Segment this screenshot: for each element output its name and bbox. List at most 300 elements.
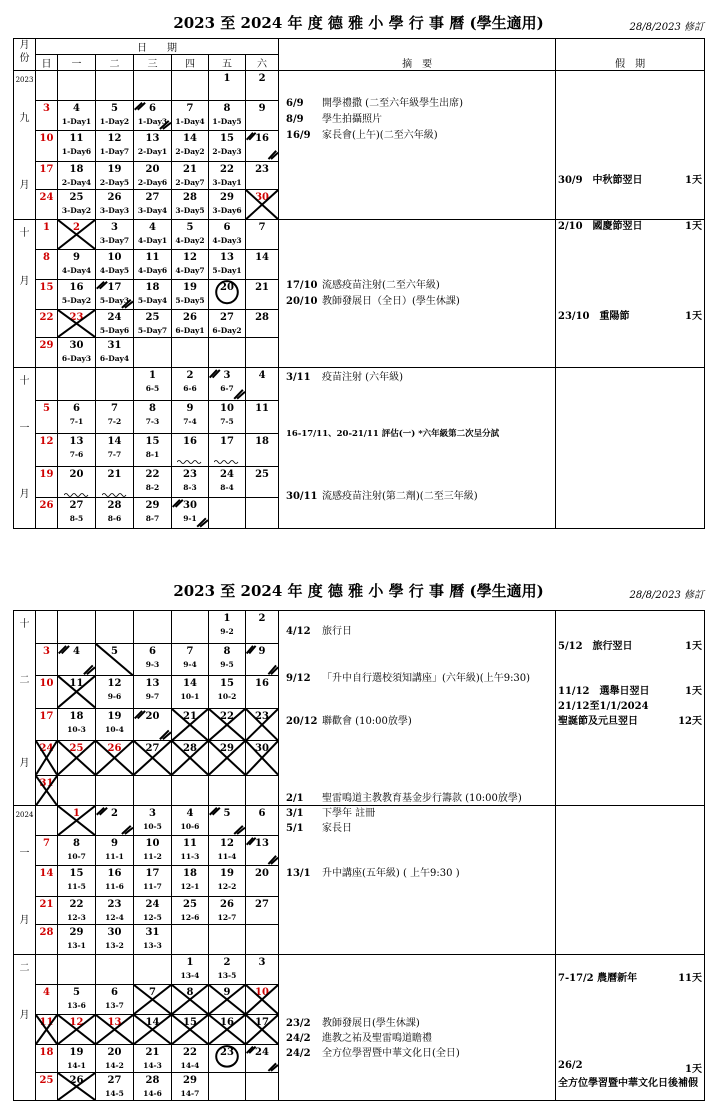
slash-mark-icon <box>96 280 133 309</box>
school-day-code: 12-4 <box>105 912 124 922</box>
school-day-code: 4-Day2 <box>175 236 205 245</box>
cross-mark-icon <box>134 985 171 1014</box>
school-day-code: 14-3 <box>143 1061 162 1070</box>
weekday-header: 一 <box>58 55 96 71</box>
school-day-code: 9-3 <box>145 659 160 669</box>
school-day-code: 2-Day6 <box>137 177 168 187</box>
day-number: 1 <box>186 957 194 968</box>
day-cell <box>246 708 279 741</box>
cross-mark-icon <box>172 985 208 1014</box>
day-number: 5 <box>111 103 118 115</box>
day-cell <box>96 1045 134 1073</box>
event-text: 流感疫苗注射(二至六年級) <box>322 280 440 291</box>
holidays-header: 假 期 <box>556 39 705 71</box>
day-cell <box>246 1015 279 1045</box>
slash-mark-icon <box>58 644 95 676</box>
day-cell <box>36 161 58 189</box>
cross-mark-icon <box>134 1015 171 1044</box>
event-text: 疫苗注射 (六年級) <box>322 372 403 383</box>
day-number: 19 <box>69 1047 84 1058</box>
day-cell <box>246 131 279 161</box>
day-number: 2 <box>111 808 118 819</box>
day-cell <box>246 71 279 101</box>
day-cell <box>36 643 58 676</box>
cross-mark-icon <box>58 220 95 249</box>
day-number: 8 <box>186 987 194 998</box>
event-date: 16/9 <box>286 130 311 141</box>
month-label <box>14 955 36 1101</box>
event-text: 旅行日 <box>322 626 352 637</box>
slash-mark-icon <box>96 806 133 835</box>
day-cell <box>134 189 172 219</box>
day-number: 15 <box>220 133 234 145</box>
day-number: 31 <box>145 926 160 938</box>
day-cell <box>209 741 246 776</box>
day-number: 25 <box>69 191 84 203</box>
holiday-text: 2/10 國慶節翌日 <box>558 221 643 232</box>
day-number: 1 <box>223 613 231 624</box>
day-cell <box>96 806 134 836</box>
event-date: 24/2 <box>286 1033 311 1044</box>
day-cell <box>209 467 246 498</box>
event-item <box>286 622 352 637</box>
cross-mark-icon <box>58 310 95 337</box>
school-day-code: 2-Day5 <box>99 177 130 187</box>
school-day-code: 3-Day2 <box>61 205 92 215</box>
day-number: 22 <box>220 710 234 722</box>
day-number: 13 <box>145 133 160 145</box>
event-text: 開學禮撒 (二至六年級學生出席) <box>322 98 463 109</box>
day-number: 21 <box>255 282 269 293</box>
day-cell <box>96 338 134 368</box>
day-cell <box>96 676 134 709</box>
cross-mark-icon <box>58 806 95 835</box>
day-number: 17 <box>107 282 122 293</box>
day-number: 5 <box>73 987 80 998</box>
day-cell <box>96 401 134 434</box>
weekday-header: 四 <box>172 55 209 71</box>
month-label <box>14 220 36 368</box>
day-number: 11 <box>69 678 84 689</box>
day-number: 8 <box>223 645 231 657</box>
day-cell <box>96 924 134 954</box>
school-day-code: 11-4 <box>217 852 237 862</box>
cross-mark-icon <box>96 1015 133 1044</box>
month-label-text: 月 <box>19 758 30 769</box>
day-cell <box>36 1073 58 1101</box>
day-cell <box>58 71 96 101</box>
day-cell <box>58 161 96 189</box>
school-day-code: 12-1 <box>180 882 200 892</box>
day-number: 20 <box>107 1047 122 1058</box>
event-item <box>286 712 412 727</box>
event-text: 流感疫苗注射(第二劑)(二至三年級) <box>322 491 478 502</box>
school-day-code: 2-Day1 <box>137 147 168 157</box>
day-number: 24 <box>39 191 54 203</box>
weekday-header: 六 <box>246 55 279 71</box>
day-number: 26 <box>183 312 197 323</box>
day-number: 14 <box>183 133 197 145</box>
event-item <box>286 126 438 141</box>
event-item <box>286 804 375 819</box>
school-day-code: 11-1 <box>105 852 124 862</box>
day-number: 19 <box>107 710 122 722</box>
day-cell <box>58 924 96 954</box>
day-cell <box>96 280 134 310</box>
slash-mark-icon <box>246 644 278 676</box>
school-day-code: 9-2 <box>220 627 234 636</box>
day-number: 1 <box>73 808 80 819</box>
day-cell <box>246 806 279 836</box>
event-date: 8/9 <box>286 114 304 125</box>
day-cell <box>134 676 172 709</box>
day-cell <box>246 1045 279 1073</box>
day-number: 31 <box>39 777 54 789</box>
day-cell <box>96 985 134 1015</box>
event-date: 3/11 <box>286 372 311 383</box>
day-cell <box>246 643 279 676</box>
days-header: 日 期 <box>36 39 279 55</box>
holiday-text: 30/9 中秋節翌日 <box>558 175 643 186</box>
event-date: 17/10 <box>286 280 318 291</box>
day-number: 29 <box>69 926 84 938</box>
day-number: 14 <box>183 678 197 689</box>
day-cell <box>209 708 246 741</box>
day-cell <box>36 1015 58 1045</box>
school-day-code: 3-Day1 <box>212 177 242 187</box>
day-number: 20 <box>145 710 160 722</box>
day-number: 11 <box>39 1017 54 1028</box>
day-number: 24 <box>145 898 160 910</box>
school-day-code: 8-1 <box>145 450 160 460</box>
day-number: 10 <box>39 678 54 689</box>
day-number: 1 <box>223 73 231 84</box>
day-number: 3 <box>43 103 50 115</box>
day-number: 4 <box>149 222 156 233</box>
day-cell <box>209 280 246 310</box>
school-day-code: 2-Day2 <box>175 147 205 157</box>
day-number: 13 <box>220 252 234 263</box>
day-cell <box>134 161 172 189</box>
day-number: 3 <box>149 808 156 819</box>
cross-mark-icon <box>209 1015 245 1044</box>
day-number: 26 <box>69 1075 84 1086</box>
day-number: 12 <box>183 252 197 263</box>
month-label-text: 月 <box>19 276 30 287</box>
day-number: 8 <box>43 252 50 263</box>
revision-date: 28/8/2023 修訂 <box>629 590 704 601</box>
event-item <box>286 487 478 502</box>
day-number: 15 <box>69 868 84 880</box>
day-cell <box>58 896 96 924</box>
day-cell <box>36 434 58 467</box>
day-cell <box>209 643 246 676</box>
school-day-code: 8-7 <box>145 514 160 524</box>
school-day-code: 14-4 <box>180 1061 200 1070</box>
day-cell <box>209 71 246 101</box>
school-day-code: 8-4 <box>220 483 234 493</box>
wavy-underline-icon <box>96 483 133 491</box>
day-cell <box>58 836 96 866</box>
day-cell <box>58 310 96 338</box>
school-day-code: 9-7 <box>145 692 160 701</box>
school-day-code: 7-3 <box>145 417 160 427</box>
event-item <box>286 1014 420 1029</box>
day-number: 23 <box>183 469 197 481</box>
slash-mark-icon <box>134 709 171 741</box>
event-item <box>286 819 352 834</box>
day-cell <box>172 775 209 805</box>
day-cell <box>134 101 172 131</box>
day-number: 5 <box>111 645 118 657</box>
day-cell <box>246 368 279 401</box>
day-cell <box>134 131 172 161</box>
school-day-code: 12-3 <box>67 912 86 922</box>
day-cell <box>134 985 172 1015</box>
day-number: 18 <box>39 1047 54 1058</box>
day-cell <box>36 71 58 101</box>
month-label <box>14 368 36 529</box>
day-number: 9 <box>73 252 80 263</box>
day-cell <box>58 467 96 498</box>
school-day-code: 14-5 <box>105 1089 124 1098</box>
event-text: 「升中自行選校須知講座」(六年級)(上午9:30) <box>322 673 531 684</box>
day-cell <box>209 955 246 985</box>
cross-mark-icon <box>58 741 95 775</box>
school-day-code: 4-Day1 <box>137 236 168 245</box>
cross-mark-icon <box>96 741 133 775</box>
school-day-code: 3-Day4 <box>137 205 168 215</box>
day-number: 2 <box>223 957 231 968</box>
day-number: 23 <box>107 898 122 910</box>
day-number: 4 <box>43 987 50 998</box>
day-cell <box>36 676 58 709</box>
day-number: 26 <box>107 191 122 203</box>
day-number: 17 <box>39 163 54 175</box>
school-day-code: 12-5 <box>143 912 162 922</box>
day-cell <box>172 611 209 644</box>
day-cell <box>36 775 58 805</box>
holiday-days: 1天 <box>685 175 702 186</box>
event-date: 20/10 <box>286 296 318 307</box>
day-number: 3 <box>111 222 118 233</box>
day-cell <box>96 467 134 498</box>
day-cell <box>96 611 134 644</box>
circle-mark-icon <box>209 1045 245 1072</box>
day-number: 8 <box>149 403 156 415</box>
day-cell <box>172 310 209 338</box>
school-day-code: 13-4 <box>180 971 200 980</box>
holiday-days: 1天 <box>685 641 702 652</box>
slash-mark-icon <box>209 368 245 400</box>
day-cell <box>134 836 172 866</box>
day-number: 13 <box>255 838 269 850</box>
school-day-code: 6-Day4 <box>99 354 130 363</box>
day-number: 30 <box>183 500 197 512</box>
day-number: 25 <box>255 469 269 481</box>
day-cell <box>209 896 246 924</box>
day-cell <box>209 1015 246 1045</box>
school-day-code: 4-Day6 <box>137 266 168 275</box>
day-number: 5 <box>223 808 231 819</box>
day-number: 13 <box>145 678 160 689</box>
day-cell <box>58 401 96 434</box>
day-cell <box>134 1073 172 1101</box>
day-number: 8 <box>223 103 231 115</box>
weekday-header: 二 <box>96 55 134 71</box>
school-day-code: 7-7 <box>107 450 122 460</box>
school-day-code: 4-Day5 <box>99 266 130 275</box>
school-day-code: 10-4 <box>105 724 124 734</box>
school-day-code: 6-7 <box>220 384 234 393</box>
day-number: 16 <box>107 868 122 880</box>
day-number: 17 <box>145 868 160 880</box>
day-cell <box>36 896 58 924</box>
day-cell <box>172 467 209 498</box>
day-number: 22 <box>145 469 160 481</box>
day-cell <box>36 189 58 219</box>
day-cell <box>58 708 96 741</box>
day-number: 30 <box>69 340 84 351</box>
holiday-days: 1天 <box>685 1064 702 1075</box>
school-day-code: 5-Day4 <box>137 296 168 305</box>
day-number: 7 <box>186 103 194 115</box>
day-cell <box>58 101 96 131</box>
day-cell <box>172 280 209 310</box>
event-date: 20/12 <box>286 716 318 727</box>
month-header-label: 月 份 <box>19 40 30 64</box>
school-day-code: 1-Day6 <box>61 147 92 157</box>
day-number: 15 <box>145 436 160 448</box>
day-cell <box>172 985 209 1015</box>
cross-mark-icon <box>246 1015 278 1044</box>
day-number: 18 <box>255 436 269 448</box>
day-number: 24 <box>39 743 54 754</box>
cross-mark-icon <box>36 1015 57 1044</box>
day-cell <box>58 189 96 219</box>
event-text: 全方位學習暨中華文化日(全日) <box>322 1048 460 1059</box>
day-cell <box>172 676 209 709</box>
day-cell <box>96 896 134 924</box>
event-date: 13/1 <box>286 868 311 879</box>
day-cell <box>36 741 58 776</box>
day-number: 19 <box>107 163 122 175</box>
day-number: 7 <box>43 838 50 850</box>
event-item <box>286 276 440 291</box>
day-cell <box>172 708 209 741</box>
school-day-code: 1-Day1 <box>61 117 92 127</box>
day-number: 27 <box>220 312 234 323</box>
school-day-code: 13-7 <box>105 1001 124 1010</box>
day-number: 7 <box>186 645 194 657</box>
school-day-code: 1-Day3 <box>137 117 168 127</box>
school-day-code: 9-6 <box>107 692 122 701</box>
day-cell <box>209 401 246 434</box>
day-cell <box>209 189 246 219</box>
school-day-code: 8-6 <box>107 514 122 524</box>
day-number: 9 <box>258 103 266 115</box>
day-cell <box>36 368 58 401</box>
school-day-code: 10-7 <box>67 852 86 862</box>
day-number: 20 <box>69 469 84 481</box>
event-item <box>286 669 530 684</box>
day-number: 11 <box>145 252 160 263</box>
cross-mark-icon <box>172 709 208 741</box>
holiday-text: 26/2 <box>558 1060 583 1071</box>
event-date: 23/2 <box>286 1018 311 1029</box>
day-cell <box>209 131 246 161</box>
day-number: 26 <box>107 743 122 754</box>
day-number: 12 <box>220 838 234 850</box>
school-day-code: 9-5 <box>220 659 234 669</box>
school-day-code: 13-3 <box>143 940 162 950</box>
day-number: 7 <box>258 222 266 233</box>
day-number: 4 <box>73 645 80 657</box>
day-number: 28 <box>183 191 197 203</box>
month-label-text: 十 <box>19 376 30 387</box>
day-number: 12 <box>39 436 54 448</box>
day-cell <box>209 611 246 644</box>
holiday-days: 1天 <box>685 311 702 322</box>
event-date: 2/1 <box>286 793 304 804</box>
day-cell <box>134 708 172 741</box>
day-number: 21 <box>183 163 197 175</box>
day-number: 2 <box>186 370 194 381</box>
school-day-code: 10-3 <box>67 724 86 734</box>
day-number: 6 <box>149 103 156 115</box>
slash-mark-icon <box>209 806 245 835</box>
day-cell <box>246 741 279 776</box>
school-day-code: 8-2 <box>145 483 160 493</box>
day-number: 27 <box>69 500 84 512</box>
school-day-code: 4-Day3 <box>212 236 242 245</box>
event-item <box>286 1029 432 1044</box>
day-cell <box>246 220 279 250</box>
day-cell <box>58 985 96 1015</box>
day-cell <box>96 71 134 101</box>
school-day-code: 10-1 <box>180 692 200 701</box>
day-number: 14 <box>39 868 54 880</box>
day-cell <box>172 401 209 434</box>
school-day-code: 7-2 <box>107 417 122 427</box>
day-number: 30 <box>255 743 269 754</box>
school-day-code: 11-2 <box>143 852 162 862</box>
day-cell <box>36 338 58 368</box>
day-cell <box>134 498 172 529</box>
school-day-code: 13-5 <box>217 971 237 980</box>
day-cell <box>209 1045 246 1073</box>
month-label <box>14 71 36 220</box>
day-cell <box>58 643 96 676</box>
school-day-code: 7-5 <box>220 417 234 427</box>
day-cell <box>209 1073 246 1101</box>
month-label-text: 一 <box>19 423 30 434</box>
school-day-code: 5-Day5 <box>175 296 205 305</box>
day-cell <box>58 131 96 161</box>
day-number: 21 <box>183 710 197 722</box>
day-number: 20 <box>255 868 269 880</box>
event-text: 家長日 <box>322 823 352 834</box>
wavy-underline-icon <box>172 450 208 458</box>
school-day-code: 3-Day7 <box>99 236 130 245</box>
day-cell <box>246 775 279 805</box>
event-text: 16-17/11、20-21/11 評估(一) *六年級第二次呈分試 <box>286 429 500 439</box>
event-item <box>286 789 522 804</box>
day-cell <box>172 955 209 985</box>
day-cell <box>209 924 246 954</box>
event-text: 聯歡會 (10:00放學) <box>322 716 412 727</box>
day-cell <box>96 220 134 250</box>
